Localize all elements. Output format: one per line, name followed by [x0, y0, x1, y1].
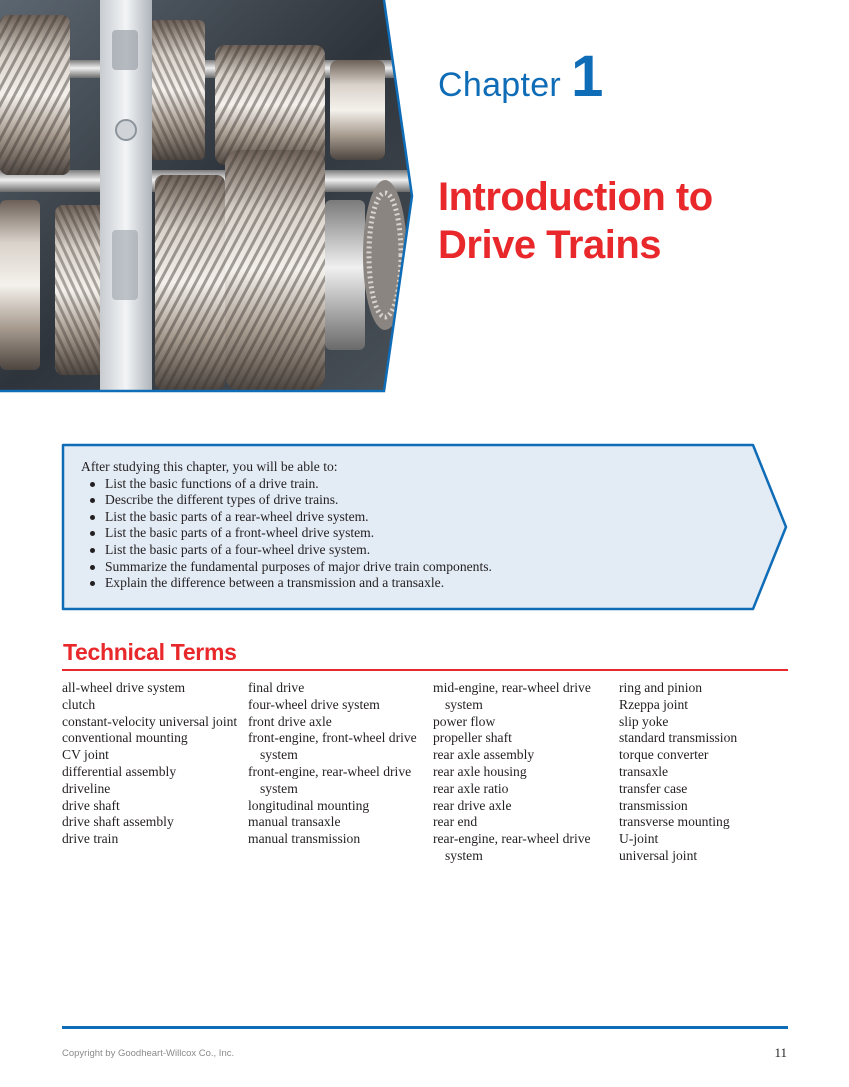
- terms-column-2: [248, 680, 428, 848]
- objective-item: Explain the difference between a transmission and a transaxle.: [88, 575, 731, 592]
- objective-item: Describe the different types of drive trains.: [88, 492, 731, 509]
- term: drive train: [62, 831, 119, 847]
- chapter-number: 1: [571, 44, 604, 109]
- technical-terms-rule: [62, 669, 788, 671]
- term: slip yoke: [619, 713, 669, 729]
- page-number: 11: [774, 1045, 787, 1060]
- technical-terms-heading: Technical Terms: [63, 639, 237, 665]
- objective-item: Summarize the fundamental purposes of major drive train components.: [88, 559, 731, 576]
- objective-item: List the basic parts of a front-wheel drive system.: [88, 525, 731, 542]
- terms-column-1: [62, 680, 242, 848]
- chapter-title-line: Introduction to: [438, 175, 713, 219]
- terms-column-3: [433, 680, 613, 865]
- term: CV joint: [62, 747, 109, 763]
- term: mid-engine, rear-wheel drive system: [433, 680, 591, 712]
- term: manual transmission: [248, 831, 361, 847]
- term: rear axle ratio: [433, 780, 509, 796]
- gears-illustration: [0, 0, 420, 395]
- term: transverse mounting: [619, 814, 730, 830]
- term: rear-engine, rear-wheel drive system: [433, 831, 591, 863]
- term: driveline: [62, 780, 111, 796]
- term: front-engine, front-wheel drive system: [248, 730, 417, 763]
- objectives-list: [81, 476, 731, 592]
- term: rear drive axle: [433, 797, 512, 813]
- term: transmission: [619, 797, 688, 813]
- term: drive shaft: [62, 797, 120, 813]
- term: four-wheel drive system: [248, 696, 380, 712]
- term: rear end: [433, 814, 478, 830]
- objectives-intro: After studying this chapter, you will be able to:: [81, 459, 338, 474]
- term: ring and pinion: [619, 680, 703, 695]
- term: clutch: [62, 696, 96, 712]
- term: U-joint: [619, 831, 659, 847]
- term: transaxle: [619, 763, 669, 779]
- terms-column-4: [619, 680, 799, 865]
- objective-item: List the basic parts of a four-wheel drive system.: [88, 542, 731, 559]
- term: propeller shaft: [433, 730, 512, 746]
- chapter-label: [438, 44, 604, 109]
- chapter-title: [438, 173, 838, 269]
- term: final drive: [248, 680, 305, 695]
- term: rear axle housing: [433, 763, 527, 779]
- term: all-wheel drive system: [62, 680, 186, 695]
- term: constant-velocity universal joint: [62, 713, 238, 729]
- objective-item: List the basic functions of a drive train.: [88, 476, 731, 493]
- term: front drive axle: [248, 713, 332, 729]
- term: rear axle assembly: [433, 747, 535, 763]
- term: universal joint: [619, 847, 698, 863]
- footer-rule: [62, 1026, 788, 1029]
- term: power flow: [433, 713, 496, 729]
- term: front-engine, rear-wheel drive system: [248, 763, 412, 796]
- term: drive shaft assembly: [62, 814, 174, 830]
- chapter-word: Chapter: [438, 66, 562, 104]
- term: standard transmission: [619, 730, 738, 746]
- term: torque converter: [619, 747, 709, 763]
- term: differential assembly: [62, 763, 177, 779]
- objectives-content: [81, 459, 731, 592]
- chapter-photo: [0, 0, 420, 395]
- term: conventional mounting: [62, 730, 188, 746]
- term: Rzeppa joint: [619, 696, 689, 712]
- term: transfer case: [619, 780, 688, 796]
- chapter-title-line: Drive Trains: [438, 223, 662, 267]
- objective-item: List the basic parts of a rear-wheel drive system.: [88, 509, 731, 526]
- copyright-notice: Copyright by Goodheart-Willcox Co., Inc.: [62, 1048, 235, 1059]
- term: manual transaxle: [248, 814, 341, 830]
- learning-objectives-box: [61, 443, 791, 611]
- term: longitudinal mounting: [248, 797, 370, 813]
